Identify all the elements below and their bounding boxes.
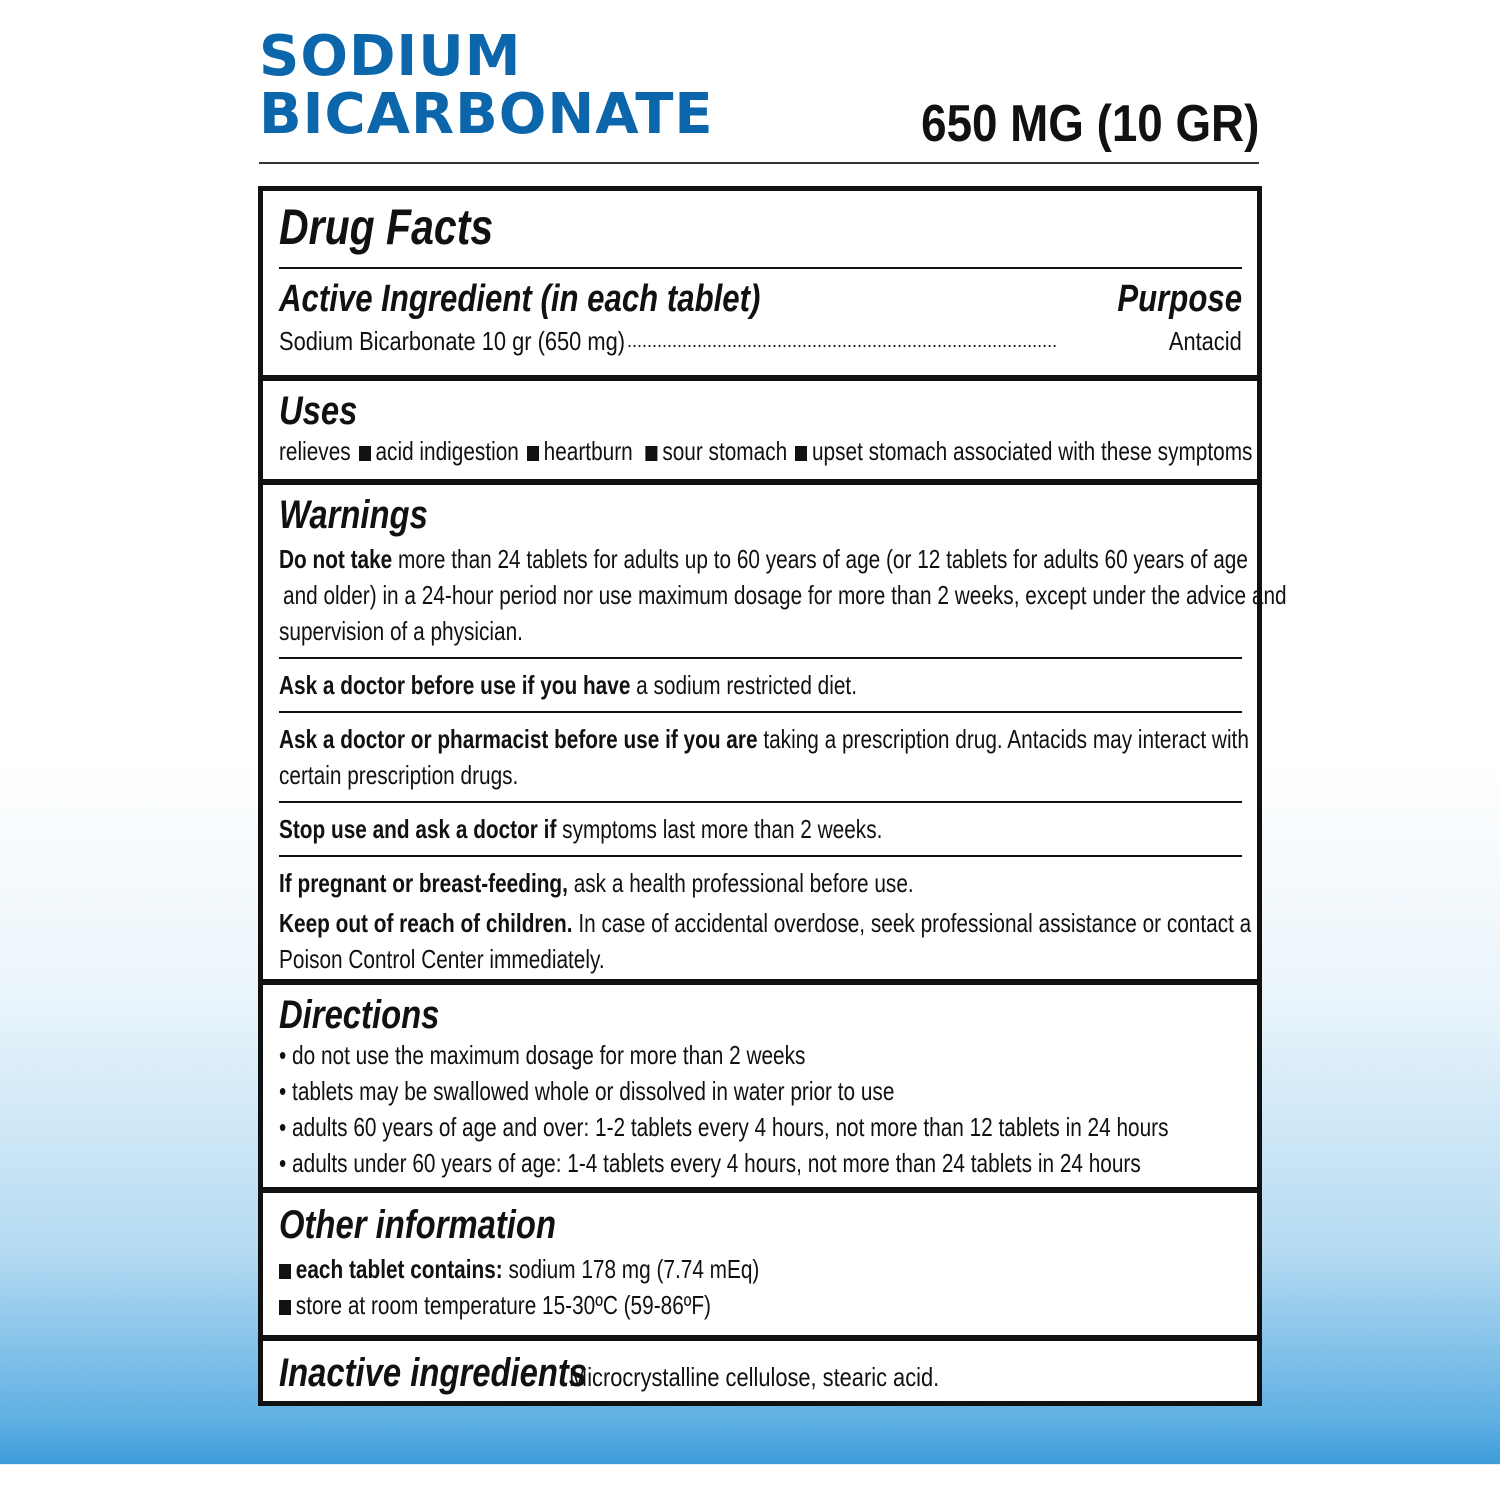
drug-facts-title: Drug Facts (279, 199, 494, 255)
warning-text: symptoms last more than 2 weeks. (562, 814, 883, 844)
warning-text: In case of accidental overdose, seek professional assistance or contact a (578, 908, 1252, 938)
section-divider (263, 375, 1257, 381)
uses-section (263, 389, 1257, 469)
uses-item: acid indigestion (375, 436, 519, 466)
warning-ask-pharmacist (279, 721, 1249, 793)
warning-do-not-take (279, 541, 1287, 649)
warning-text: Poison Control Center immediately. (279, 944, 605, 974)
divider (279, 267, 1242, 269)
uses-intro: relieves (279, 436, 351, 466)
warning-text: taking a prescription drug. Antacids may interact with (763, 724, 1249, 754)
inactive-ingredients-text: Microcrystalline cellulose, stearic acid. (569, 1362, 940, 1392)
directions-item (279, 1109, 1242, 1145)
warnings-section (263, 493, 1287, 977)
directions-item (279, 1145, 1242, 1181)
inactive-ingredients-section (263, 1351, 1257, 1395)
other-info-item (279, 1287, 1242, 1323)
section-divider (263, 1335, 1257, 1341)
section-divider (263, 979, 1257, 985)
warning-text: certain prescription drugs. (279, 760, 519, 790)
other-info-text: sodium 178 mg (7.74 mEq) (508, 1254, 760, 1284)
active-ingredient-heading: Active Ingredient (in each tablet) (279, 278, 761, 320)
square-bullet-icon (279, 1300, 291, 1315)
uses-item: sour stomach (662, 436, 788, 466)
divider (279, 855, 1242, 857)
uses-item: heartburn (543, 436, 633, 466)
product-name-line1: SODIUM (259, 24, 522, 89)
warnings-heading: Warnings (279, 493, 428, 537)
directions-item-text: • tablets may be swallowed whole or dissolved in water prior to use (279, 1076, 895, 1106)
directions-item (279, 1037, 1242, 1073)
warning-label: Do not take (279, 544, 393, 574)
active-ingredient-name: Sodium Bicarbonate 10 gr (650 mg) (279, 326, 625, 356)
warning-ask-doctor (279, 667, 1242, 703)
product-name (259, 24, 714, 147)
warning-pregnant (279, 865, 1242, 901)
product-strength: 650 MG (10 GR) (920, 95, 1259, 153)
purpose-heading: Purpose (1117, 278, 1242, 320)
warning-text: supervision of a physician. (279, 616, 523, 646)
warning-label: Keep out of reach of children. (279, 908, 573, 938)
warning-keep-out (279, 905, 1252, 977)
section-divider (263, 1187, 1257, 1193)
square-bullet-icon (646, 446, 658, 461)
directions-item (279, 1073, 1242, 1109)
other-info-section (263, 1203, 1257, 1323)
drug-facts-panel (258, 186, 1287, 1406)
warning-label: Stop use and ask a doctor if (279, 814, 557, 844)
warning-label: If pregnant or breast-feeding, (279, 868, 568, 898)
divider (279, 657, 1242, 659)
divider (279, 711, 1242, 713)
square-bullet-icon (527, 446, 539, 461)
other-info-label: each tablet contains: (295, 1254, 503, 1284)
drug-facts-title-section (263, 199, 1257, 255)
section-divider (263, 479, 1257, 485)
warning-text: a sodium restricted diet. (636, 670, 857, 700)
warning-text: ask a health professional before use. (573, 868, 914, 898)
label-header (259, 22, 1259, 164)
directions-section (263, 993, 1257, 1181)
directions-heading: Directions (279, 993, 440, 1037)
square-bullet-icon (279, 1264, 291, 1279)
product-name-line2: BICARBONATE (259, 82, 714, 147)
uses-heading: Uses (279, 389, 358, 433)
warning-text: more than 24 tablets for adults up to 60 years of age (or 12 tablets for adults 60 years of age (398, 544, 1248, 574)
warning-label: Ask a doctor before use if you have (279, 670, 631, 700)
other-info-heading: Other information (279, 1203, 556, 1247)
warning-text: and older) in a 24-hour period nor use maximum dosage for more than 2 weeks, except under the advice and (283, 580, 1287, 610)
square-bullet-icon (795, 446, 807, 461)
warning-stop-use (279, 811, 1242, 847)
uses-item: upset stomach associated with these symptoms (811, 436, 1253, 466)
other-info-text: store at room temperature 15-30ºC (59-86ºF) (295, 1290, 711, 1320)
directions-item-text: • adults under 60 years of age: 1-4 tablets every 4 hours, not more than 24 tablets in 24 hours (279, 1148, 1141, 1178)
square-bullet-icon (359, 446, 371, 461)
warning-label: Ask a doctor or pharmacist before use if you are (279, 724, 758, 754)
directions-item-text: • do not use the maximum dosage for more than 2 weeks (279, 1040, 806, 1070)
directions-item-text: • adults 60 years of age and over: 1-2 tablets every 4 hours, not more than 12 tablets in 24 hours (279, 1112, 1169, 1142)
leader-dots: ...................................................................................... (627, 331, 1058, 351)
inactive-ingredients-heading: Inactive ingredients (279, 1351, 588, 1395)
active-ingredient-section (263, 277, 1257, 363)
purpose-value: Antacid (1169, 326, 1242, 356)
other-info-item (279, 1251, 1242, 1287)
divider (279, 801, 1242, 803)
